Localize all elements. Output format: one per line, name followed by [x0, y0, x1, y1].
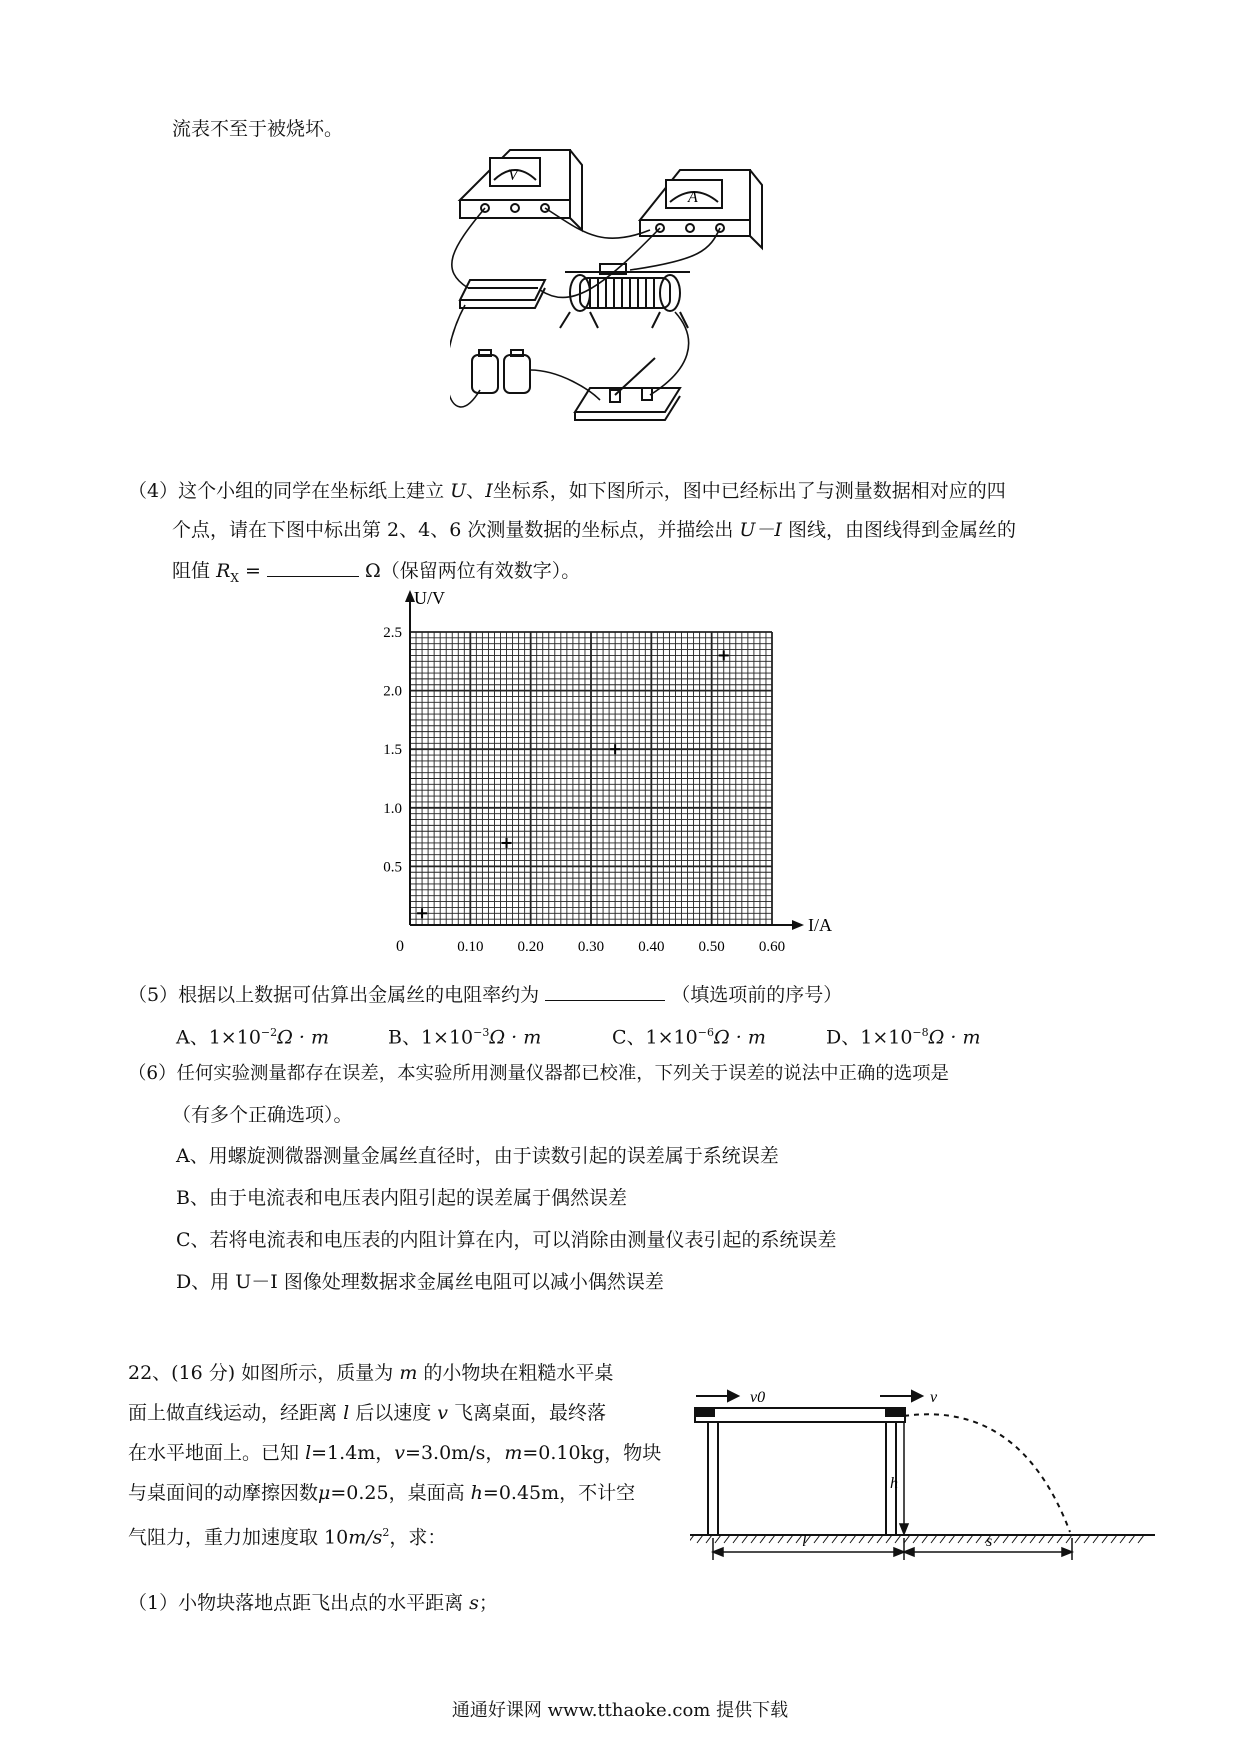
q5-option-c[interactable]: C、$1\times 10^{-6}\Omega \cdot m$	[612, 1026, 766, 1049]
u-i-graph	[360, 582, 840, 960]
table-leg-left	[708, 1422, 718, 1535]
y-tick-label: 0.5	[383, 859, 402, 876]
label-v0: v0	[750, 1389, 766, 1406]
circuit-apparatus-figure	[450, 140, 790, 450]
q22-line-1: 22、(16 分) 如图所示，质量为 m 的小物块在粗糙水平桌	[128, 1362, 614, 1384]
table-top	[695, 1408, 905, 1422]
q4-line-3: 阻值 $R_X = \Omega$（保留两位有效数字）。	[172, 560, 581, 585]
q22-line-3: 在水平地面上。已知 l=1.4m，v=3.0m/s，m=0.10kg，物块	[128, 1442, 662, 1464]
data-point	[502, 838, 512, 848]
y-tick-label: 1.0	[383, 800, 402, 817]
ground-hatch	[690, 1535, 1144, 1543]
trajectory-curve	[904, 1414, 1070, 1532]
x-axis-arrow	[792, 920, 804, 930]
q5-option-a[interactable]: A、$1\times 10^{-2}\Omega \cdot m$	[176, 1026, 330, 1049]
q22-line-5: 气阻力，重力加速度取 $10m/s^2$，求：	[128, 1526, 447, 1549]
voltmeter-symbol: V	[508, 167, 518, 184]
q5-option-d[interactable]: D、$1\times 10^{-8}\Omega \cdot m$	[826, 1026, 981, 1049]
data-point	[417, 908, 427, 918]
x-tick-label: 0.60	[758, 939, 786, 955]
label-l: l	[802, 1533, 807, 1550]
page-footer: 通通好课网 www.tthaoke.com 提供下载	[451, 1700, 789, 1721]
label-s: s	[986, 1533, 993, 1550]
q6-option-b[interactable]: B、由于电流表和电压表内阻引起的误差属于偶然误差	[176, 1187, 627, 1209]
x-tick-label: 0.20	[517, 939, 544, 955]
q5-option-b[interactable]: B、$1\times 10^{-3}\Omega \cdot m$	[388, 1026, 542, 1049]
q5-line: （5）根据以上数据可估算出金属丝的电阻率约为 （填选项前的序号）	[128, 984, 843, 1006]
arrow-icon	[696, 1391, 922, 1401]
x-tick-label: 0.40	[638, 939, 665, 955]
battery-icon	[472, 350, 530, 393]
y-axis-label: U/V	[414, 588, 445, 608]
origin-label: 0	[396, 938, 404, 955]
x-tick-label: 0.30	[577, 939, 605, 955]
ammeter-icon	[640, 170, 762, 248]
rheostat-icon	[560, 264, 690, 328]
switch-icon	[575, 358, 680, 420]
label-v: v	[930, 1389, 938, 1406]
q4-line-2: 个点，请在下图中标出第 2、4、6 次测量数据的坐标点，并描绘出 U－I 图线，由图线得到金属丝的	[172, 519, 1016, 541]
y-tick-label: 2.0	[383, 683, 402, 700]
axes	[405, 590, 804, 930]
q6-line-1: （6）任何实验测量都存在误差，本实验所用测量仪器都已校准，下列关于误差的说法中正确的选项是	[128, 1063, 949, 1084]
data-point	[610, 744, 620, 754]
y-tick-label: 1.5	[383, 742, 402, 759]
x-tick-label: 0.50	[698, 939, 725, 955]
data-point	[719, 650, 729, 660]
q6-option-c[interactable]: C、若将电流表和电压表的内阻计算在内，可以消除由测量仪表引起的系统误差	[176, 1229, 837, 1251]
x-axis-label: I/A	[808, 915, 832, 935]
q6-option-a[interactable]: A、用螺旋测微器测量金属丝直径时，由于读数引起的误差属于系统误差	[176, 1145, 779, 1167]
resistance-wire-board-icon	[460, 280, 545, 308]
answer-blank-resistivity[interactable]	[545, 982, 665, 1001]
text-line: 流表不至于被烧坏。	[172, 118, 344, 140]
label-h: h	[890, 1475, 898, 1492]
q22-line-4: 与桌面间的动摩擦因数μ=0.25，桌面高 h=0.45m，不计空	[128, 1482, 636, 1504]
voltmeter-icon	[460, 150, 582, 230]
projectile-figure	[690, 1360, 1160, 1560]
ammeter-symbol: A	[688, 189, 698, 206]
q4-line-1: （4）这个小组的同学在坐标纸上建立 U、I坐标系，如下图所示，图中已经标出了与测量数据相对应的四	[128, 480, 1006, 502]
x-tick-label: 0.10	[457, 939, 484, 955]
answer-blank-rx[interactable]	[267, 558, 359, 577]
q22-sub-1: （1）小物块落地点距飞出点的水平距离 s；	[128, 1592, 498, 1614]
q22-line-2: 面上做直线运动，经距离 l 后以速度 v 飞离桌面，最终落	[128, 1402, 607, 1424]
y-tick-label: 2.5	[383, 625, 402, 641]
q6-option-d[interactable]: D、用 U－I 图像处理数据求金属丝电阻可以减小偶然误差	[176, 1271, 664, 1293]
q6-line-2: （有多个正确选项）。	[172, 1104, 353, 1126]
